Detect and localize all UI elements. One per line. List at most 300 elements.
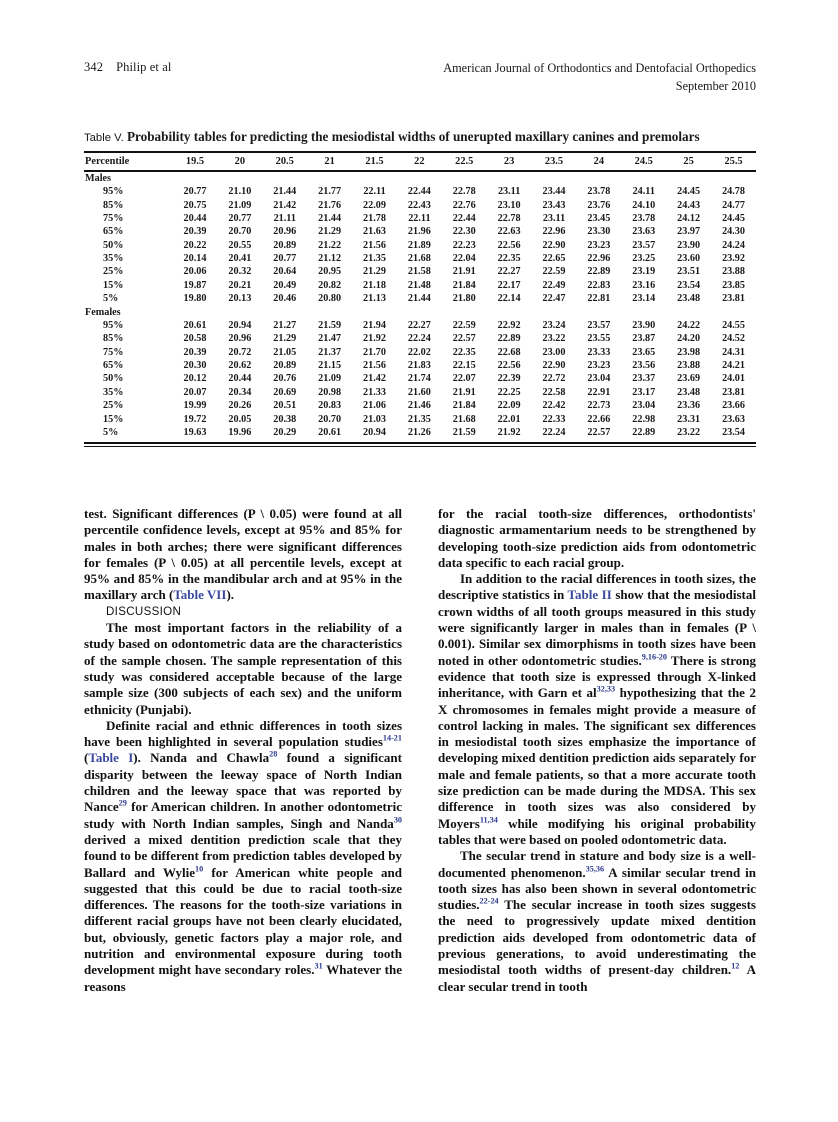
table-row — [84, 386, 756, 399]
value-cell: 20.30 — [183, 360, 207, 372]
value-cell: 21.89 — [407, 239, 431, 251]
value-cell: 23.30 — [587, 226, 611, 238]
value-cell: 23.88 — [677, 360, 701, 372]
column-header-19-5: 19.5 — [185, 155, 205, 167]
table-header-row — [84, 152, 756, 171]
table-header — [84, 152, 756, 171]
ref-12[interactable]: 12 — [731, 961, 740, 971]
value-cell: 21.94 — [363, 319, 386, 331]
value-cell: 21.96 — [407, 226, 431, 238]
ref-31[interactable]: 31 — [314, 961, 323, 971]
para-seg: The secular increase in tooth sizes suggests the need to progressively update mixed dentition prediction aids developed from odontometric data of previous generations, to avoid underestimating the mesiodistal tooth widths of present-day children. — [438, 897, 756, 978]
para-text: test. Significant differences (P \ 0.05) were found at all percentile confidence levels, except at 95% and 85% for males in both arches; there were significant differences for females (P \ 0.05) at all percentile levels, except at 95% and 85% in the mandibular arch and at 95% in the maxillary arch ( — [84, 506, 402, 603]
para-seg: A clear secular trend in tooth — [438, 962, 757, 994]
ref-29[interactable]: 29 — [118, 799, 127, 809]
value-cell: 22.78 — [497, 212, 521, 224]
value-cell: 23.78 — [587, 186, 611, 198]
right-column — [438, 506, 756, 995]
paragraph-continued — [84, 506, 402, 604]
table-row — [84, 292, 756, 305]
value-cell: 21.58 — [407, 266, 431, 278]
value-cell: 22.83 — [587, 279, 611, 291]
xref-table-vii[interactable]: Table VII — [173, 587, 227, 603]
table-group-header — [84, 305, 756, 318]
value-cell: 23.78 — [632, 212, 656, 224]
value-cell: 21.03 — [363, 413, 386, 425]
value-cell: 20.80 — [318, 293, 342, 305]
ref-30[interactable]: 30 — [393, 815, 402, 825]
percentile-cell: 35% — [103, 253, 124, 265]
value-cell: 23.31 — [677, 413, 701, 425]
value-cell: 24.45 — [677, 186, 701, 198]
para-seg: The secular trend in stature and body size is a well-documented phenomenon. — [438, 848, 756, 880]
value-cell: 22.65 — [542, 253, 566, 265]
empty-cell — [397, 305, 442, 318]
value-cell: 21.77 — [318, 186, 342, 198]
value-cell: 20.58 — [183, 333, 207, 345]
value-cell: 21.18 — [363, 279, 386, 291]
value-cell: 19.72 — [183, 413, 207, 425]
column-header-23: 23 — [503, 155, 515, 167]
value-cell: 21.92 — [497, 426, 521, 438]
value-cell: 20.38 — [273, 413, 297, 425]
percentile-cell: 5% — [103, 426, 119, 438]
percentile-cell: 85% — [103, 333, 124, 345]
value-cell: 20.14 — [183, 253, 207, 265]
value-cell: 22.73 — [587, 400, 611, 412]
value-cell: 22.44 — [407, 186, 431, 198]
value-cell: 23.48 — [677, 293, 701, 305]
value-cell: 23.11 — [542, 212, 566, 224]
value-cell: 22.01 — [497, 413, 521, 425]
value-cell: 23.92 — [722, 253, 745, 265]
value-cell: 21.26 — [407, 426, 431, 438]
value-cell: 23.63 — [632, 226, 656, 238]
value-cell: 22.44 — [452, 212, 476, 224]
value-cell: 23.45 — [587, 212, 611, 224]
para-seg: A similar secular trend in tooth sizes has also been shown in several odontometric studies. — [438, 864, 756, 913]
group-label: Females — [85, 306, 121, 318]
table-row — [84, 265, 756, 278]
value-cell: 19.80 — [183, 293, 207, 305]
left-column — [84, 506, 402, 995]
value-cell: 21.59 — [452, 426, 476, 438]
value-cell: 22.91 — [587, 386, 611, 398]
para-seg: derived a mixed dentition prediction scale that they found to be different from prediction tables developed by Ballard and Wylie — [84, 831, 402, 880]
value-cell: 22.66 — [587, 413, 611, 425]
value-cell: 23.24 — [542, 319, 566, 331]
empty-cell — [262, 171, 307, 185]
value-cell: 20.26 — [228, 400, 252, 412]
value-cell: 21.59 — [318, 319, 342, 331]
value-cell: 24.11 — [632, 186, 655, 198]
value-cell: 22.30 — [452, 226, 476, 238]
value-cell: 21.92 — [363, 333, 386, 345]
empty-cell — [532, 305, 577, 318]
value-cell: 20.89 — [273, 239, 297, 251]
value-cell: 22.24 — [542, 426, 566, 438]
value-cell: 20.51 — [273, 400, 297, 412]
value-cell: 21.06 — [363, 400, 386, 412]
empty-cell — [711, 171, 756, 185]
value-cell: 20.44 — [228, 373, 252, 385]
value-cell: 22.89 — [632, 426, 656, 438]
value-cell: 22.02 — [407, 346, 431, 358]
value-cell: 24.31 — [722, 346, 745, 358]
para-seg: for American white people and suggested that this could be due to racial tooth-size differences. The reasons for the tooth-size variations in different racial groups have not been clearly elucidated, but, obviously, genetic factors play a major role, and nutrition and environmental exposure during tooth development might have secondary roles. — [84, 864, 402, 978]
value-cell: 20.13 — [228, 293, 252, 305]
para-seg: ( — [84, 750, 89, 766]
para-seg: In addition to the racial differences in tooth sizes, the descriptive statistics in — [438, 571, 756, 603]
xref-table-i[interactable]: Table I — [88, 750, 134, 766]
value-cell: 22.11 — [408, 212, 431, 224]
value-cell: 20.77 — [228, 212, 252, 224]
table-row — [84, 346, 756, 359]
value-cell: 21.42 — [363, 373, 386, 385]
value-cell: 21.84 — [452, 400, 476, 412]
table-bottom-rule — [84, 442, 756, 447]
value-cell: 24.30 — [722, 226, 745, 238]
column-header-23-5: 23.5 — [544, 155, 564, 167]
value-cell: 21.56 — [363, 239, 386, 251]
value-cell: 21.29 — [363, 266, 386, 278]
value-cell: 23.16 — [632, 279, 656, 291]
value-cell: 22.68 — [497, 346, 521, 358]
value-cell: 21.29 — [318, 226, 342, 238]
value-cell: 20.07 — [183, 386, 207, 398]
value-cell: 22.59 — [452, 319, 476, 331]
value-cell: 21.22 — [318, 239, 342, 251]
value-cell: 23.33 — [587, 346, 611, 358]
value-cell: 20.89 — [273, 360, 297, 372]
value-cell: 22.57 — [452, 333, 476, 345]
value-cell: 22.59 — [542, 266, 566, 278]
value-cell: 22.63 — [497, 226, 521, 238]
value-cell: 23.54 — [677, 279, 701, 291]
ref-35-36[interactable]: 35,36 — [585, 864, 605, 874]
value-cell: 21.63 — [363, 226, 386, 238]
value-cell: 23.66 — [722, 400, 745, 412]
table-group-header — [84, 171, 756, 185]
running-head-left — [84, 60, 171, 75]
empty-cell — [173, 305, 218, 318]
column-header-24-5: 24.5 — [634, 155, 653, 167]
value-cell: 22.98 — [632, 413, 656, 425]
value-cell: 22.27 — [407, 319, 431, 331]
value-cell: 23.43 — [542, 199, 566, 211]
table-row — [84, 332, 756, 345]
percentile-cell: 35% — [103, 386, 124, 398]
value-cell: 23.90 — [677, 239, 701, 251]
value-cell: 20.96 — [273, 226, 297, 238]
percentile-cell: 15% — [103, 413, 124, 425]
xref-table-ii[interactable]: Table II — [567, 587, 612, 603]
value-cell: 23.44 — [542, 186, 566, 198]
column-header-percentile: Percentile — [85, 155, 130, 167]
value-cell: 22.25 — [497, 386, 521, 398]
value-cell: 20.55 — [228, 239, 252, 251]
value-cell: 23.98 — [677, 346, 701, 358]
value-cell: 23.57 — [587, 319, 611, 331]
value-cell: 23.48 — [677, 386, 701, 398]
value-cell: 21.91 — [452, 386, 476, 398]
value-cell: 20.41 — [228, 253, 252, 265]
percentile-cell: 25% — [103, 266, 124, 278]
table-row — [84, 319, 756, 332]
value-cell: 21.47 — [318, 333, 342, 345]
empty-cell — [217, 305, 262, 318]
value-cell: 23.23 — [587, 239, 611, 251]
value-cell: 21.60 — [407, 386, 431, 398]
value-cell: 23.85 — [722, 279, 745, 291]
value-cell: 23.65 — [632, 346, 656, 358]
value-cell: 22.72 — [542, 373, 566, 385]
para-seg: show that the mesiodistal crown widths of all tooth groups measured in this study were significantly larger in males than in females (P \ 0.001). Similar sex dimorphisms in tooth sizes have been noted in other odontometric studies. — [438, 587, 756, 668]
column-header-21: 21 — [324, 155, 335, 167]
value-cell: 21.48 — [407, 279, 431, 291]
value-cell: 20.39 — [183, 226, 207, 238]
value-cell: 20.44 — [183, 212, 207, 224]
value-cell: 22.33 — [542, 413, 566, 425]
value-cell: 20.49 — [273, 279, 297, 291]
table-row — [84, 359, 756, 372]
table-row — [84, 426, 756, 439]
value-cell: 19.99 — [183, 400, 207, 412]
value-cell: 24.45 — [722, 212, 745, 224]
percentile-cell: 15% — [103, 279, 124, 291]
table-caption — [84, 128, 756, 146]
column-header-24: 24 — [593, 155, 605, 167]
table-v-container — [84, 128, 756, 447]
value-cell: 22.56 — [497, 360, 521, 372]
running-head-authors: Philip et al — [116, 60, 172, 74]
value-cell: 22.81 — [587, 293, 611, 305]
value-cell: 21.74 — [407, 373, 431, 385]
para-seg: Whatever the reasons — [84, 962, 402, 994]
table-row — [84, 372, 756, 385]
table-row — [84, 198, 756, 211]
empty-cell — [307, 305, 352, 318]
value-cell: 21.12 — [318, 253, 342, 265]
value-cell: 23.23 — [587, 360, 611, 372]
paragraph-racial-differences — [84, 718, 402, 995]
value-cell: 22.76 — [452, 199, 476, 211]
empty-cell — [487, 171, 532, 185]
table-row — [84, 225, 756, 238]
value-cell: 23.14 — [632, 293, 656, 305]
column-header-22-5: 22.5 — [455, 155, 474, 167]
column-header-25: 25 — [683, 155, 694, 167]
value-cell: 22.27 — [497, 266, 521, 278]
value-cell: 23.60 — [677, 253, 701, 265]
table-body — [84, 171, 756, 440]
percentile-cell: 95% — [103, 186, 124, 198]
paragraph-sex-dimorphism — [438, 571, 756, 848]
para-seg: There is strong evidence that tooth size is expressed through X-linked inheritance, with Garn et al — [438, 652, 756, 701]
percentile-cell: 85% — [103, 199, 124, 211]
percentile-cell: 25% — [103, 400, 124, 412]
value-cell: 22.35 — [452, 346, 476, 358]
column-header-21-5: 21.5 — [365, 155, 384, 167]
value-cell: 21.68 — [407, 253, 431, 265]
value-cell: 24.12 — [677, 212, 701, 224]
value-cell: 20.96 — [228, 333, 252, 345]
value-cell: 23.25 — [632, 253, 656, 265]
value-cell: 24.21 — [722, 360, 745, 372]
table-row — [84, 239, 756, 252]
value-cell: 21.44 — [407, 293, 431, 305]
paragraph-reliability: The most important factors in the reliability of a study based on odontometric data are the characteristics of the sample chosen. The sample representation of this study was considered acceptable because of the large sample size (300 subjects of each sex) and the uniform ethnicity (Punjabi). — [84, 620, 402, 717]
para-seg: for American children. In another odontometric study with North Indian samples, Singh and Nanda — [84, 799, 402, 831]
column-header-22: 22 — [414, 155, 425, 167]
value-cell: 22.58 — [542, 386, 566, 398]
value-cell: 22.39 — [497, 373, 521, 385]
value-cell: 20.06 — [183, 266, 207, 278]
value-cell: 23.22 — [677, 426, 701, 438]
value-cell: 21.42 — [273, 199, 297, 211]
ref-11-34[interactable]: 11,34 — [479, 815, 498, 825]
value-cell: 23.19 — [632, 266, 656, 278]
value-cell: 20.95 — [318, 266, 342, 278]
value-cell: 22.96 — [542, 226, 566, 238]
value-cell: 21.11 — [273, 212, 296, 224]
running-head-right — [443, 60, 756, 96]
value-cell: 23.76 — [587, 199, 611, 211]
ref-9-16-20[interactable]: 9,16-20 — [641, 652, 667, 662]
value-cell: 20.98 — [318, 386, 342, 398]
probability-table — [84, 151, 756, 440]
value-cell: 23.04 — [587, 373, 611, 385]
para-seg: found a significant disparity between the leeway space of North Indian children and the leeway space that was reported by Nance — [84, 750, 402, 815]
value-cell: 20.83 — [318, 400, 342, 412]
value-cell: 20.21 — [228, 279, 252, 291]
value-cell: 23.51 — [677, 266, 701, 278]
table-row — [84, 279, 756, 292]
value-cell: 22.23 — [452, 239, 476, 251]
value-cell: 20.34 — [228, 386, 252, 398]
value-cell: 24.01 — [722, 373, 745, 385]
empty-cell — [666, 305, 711, 318]
value-cell: 23.57 — [632, 239, 656, 251]
column-header-20-5: 20.5 — [275, 155, 294, 167]
value-cell: 21.78 — [363, 212, 386, 224]
heading-discussion: DISCUSSION — [106, 604, 182, 618]
value-cell: 21.29 — [273, 333, 297, 345]
value-cell: 21.33 — [363, 386, 386, 398]
value-cell: 20.05 — [228, 413, 252, 425]
value-cell: 20.12 — [183, 373, 207, 385]
value-cell: 21.44 — [273, 186, 297, 198]
value-cell: 21.10 — [228, 186, 252, 198]
value-cell: 21.09 — [228, 199, 252, 211]
value-cell: 24.20 — [677, 333, 701, 345]
value-cell: 24.55 — [722, 319, 745, 331]
value-cell: 21.56 — [363, 360, 386, 372]
value-cell: 22.24 — [407, 333, 431, 345]
value-cell: 23.22 — [542, 333, 566, 345]
value-cell: 22.43 — [407, 199, 431, 211]
para-seg: Definite racial and ethnic differences in tooth sizes have been highlighted in several population studies — [84, 717, 402, 750]
value-cell: 20.75 — [183, 199, 207, 211]
value-cell: 19.63 — [183, 426, 207, 438]
value-cell: 23.36 — [677, 400, 701, 412]
value-cell: 23.90 — [632, 319, 656, 331]
ref-28[interactable]: 28 — [269, 750, 278, 760]
value-cell: 23.54 — [722, 426, 745, 438]
value-cell: 22.90 — [542, 239, 566, 251]
para-text-end: ). — [226, 587, 235, 603]
value-cell: 21.37 — [318, 346, 342, 358]
value-cell: 20.77 — [183, 186, 207, 198]
value-cell: 24.43 — [677, 199, 701, 211]
table-row — [84, 212, 756, 225]
value-cell: 23.81 — [722, 386, 745, 398]
value-cell: 20.64 — [273, 266, 297, 278]
value-cell: 24.52 — [722, 333, 745, 345]
value-cell: 23.81 — [722, 293, 745, 305]
value-cell: 20.46 — [273, 293, 297, 305]
value-cell: 22.56 — [497, 239, 521, 251]
value-cell: 23.04 — [632, 400, 656, 412]
empty-cell — [666, 171, 711, 185]
empty-cell — [217, 171, 262, 185]
value-cell: 20.61 — [183, 319, 207, 331]
percentile-cell: 75% — [103, 212, 124, 224]
value-cell: 23.00 — [542, 346, 566, 358]
value-cell: 20.72 — [228, 346, 252, 358]
empty-cell — [442, 305, 487, 318]
empty-cell — [532, 171, 577, 185]
value-cell: 23.10 — [497, 199, 521, 211]
value-cell: 23.17 — [632, 386, 656, 398]
value-cell: 23.63 — [722, 413, 745, 425]
value-cell: 21.91 — [452, 266, 476, 278]
ref-22-24[interactable]: 22-24 — [479, 896, 499, 906]
paragraph-continued-right: for the racial tooth-size differences, orthodontists' diagnostic armamentarium needs to be strengthened by developing tooth-size prediction aids from odontometric data specific to each racial group. — [438, 506, 756, 570]
value-cell: 20.76 — [273, 373, 297, 385]
value-cell: 22.90 — [542, 360, 566, 372]
ref-10[interactable]: 10 — [195, 864, 204, 874]
value-cell: 22.89 — [497, 333, 521, 345]
empty-cell — [487, 305, 532, 318]
para-seg: while modifying his original probability tables that were based on pooled odontometric data. — [438, 815, 756, 847]
value-cell: 23.97 — [677, 226, 701, 238]
percentile-cell: 5% — [103, 293, 119, 305]
ref-14-21[interactable]: 14-21 — [382, 733, 402, 743]
value-cell: 22.89 — [587, 266, 611, 278]
value-cell: 21.46 — [407, 400, 431, 412]
percentile-cell: 50% — [103, 239, 124, 251]
paragraph-secular-trend — [438, 848, 756, 995]
table-row — [84, 185, 756, 198]
value-cell: 21.70 — [363, 346, 386, 358]
value-cell: 22.49 — [542, 279, 566, 291]
empty-cell — [442, 171, 487, 185]
empty-cell — [173, 171, 218, 185]
value-cell: 22.42 — [542, 400, 566, 412]
value-cell: 22.35 — [497, 253, 521, 265]
ref-32-33[interactable]: 32,33 — [596, 684, 616, 694]
issue-date: September 2010 — [675, 78, 756, 93]
value-cell: 21.15 — [318, 360, 342, 372]
value-cell: 24.10 — [632, 199, 656, 211]
running-head — [84, 60, 756, 96]
value-cell: 21.13 — [363, 293, 386, 305]
percentile-cell: 65% — [103, 226, 124, 238]
value-cell: 21.84 — [452, 279, 476, 291]
value-cell: 23.56 — [632, 360, 656, 372]
value-cell: 23.55 — [587, 333, 611, 345]
